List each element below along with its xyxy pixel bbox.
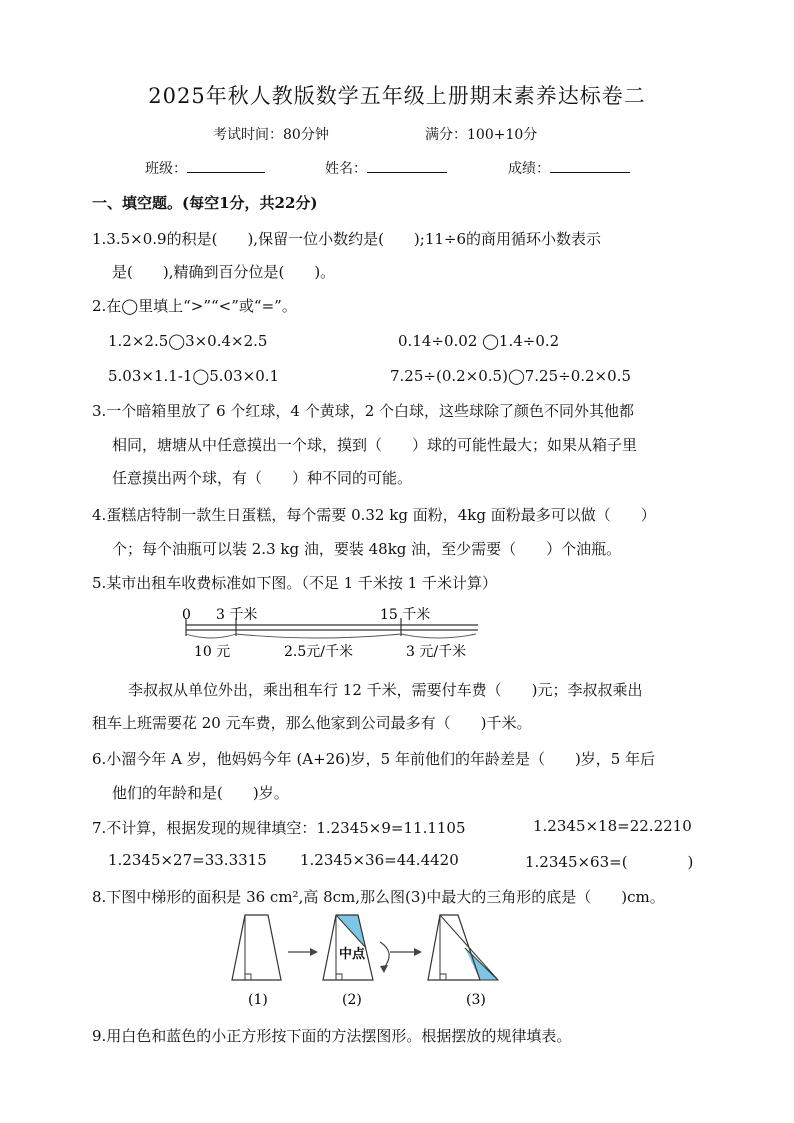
q4-line1: 4.蛋糕店特制一款生日蛋糕，每个需要 0.32 kg 面粉，4kg 面粉最多可以做（ ） xyxy=(92,506,656,524)
taxi-fare-diagram xyxy=(176,600,486,662)
right-angle-2 xyxy=(336,974,342,980)
q6-line1: 6.小溜今年 A 岁，他妈妈今年 (A+26)岁，5 年前他们的年龄差是（ )岁，5 年后 xyxy=(92,750,656,768)
right-angle-1 xyxy=(245,974,251,980)
fee-mid: 2.5元/千米 xyxy=(284,644,353,660)
name-field xyxy=(325,158,447,178)
right-angle-3 xyxy=(440,974,446,980)
name-label: 姓名： xyxy=(325,161,367,177)
trapezoid-diagram xyxy=(228,912,508,1012)
q7-item-a: 1.2345×27=33.3315 xyxy=(108,851,267,869)
full-score: 满分：100+10分 xyxy=(425,127,538,143)
trapezoid-1 xyxy=(232,915,281,980)
q5-line3: 租车上班需要花 20 元车费，那么他家到公司最多有（ )千米。 xyxy=(92,714,532,732)
figure-2 xyxy=(323,915,373,980)
class-field xyxy=(145,158,265,178)
q4-line2: 个；每个油瓶可以装 2.3 kg 油，要装 48kg 油，至少需要（ ）个油瓶。 xyxy=(112,540,622,558)
q2-item-b: 0.14÷0.02 ◯1.4÷0.2 xyxy=(398,332,560,350)
fee-start: 10 元 xyxy=(194,644,231,660)
q3-line2: 相同，塘塘从中任意摸出一个球，摸到（ ）球的可能性最大；如果从箱子里 xyxy=(112,436,638,454)
q5-line2: 李叔叔从单位外出，乘出租车行 12 千米，需要付车费（ )元；李叔叔乘出 xyxy=(128,681,643,699)
q7-item-b: 1.2345×36=44.4420 xyxy=(300,851,459,869)
q9-line1: 9.用白色和蓝色的小正方形按下面的方法摆图形。根据摆放的规律填表。 xyxy=(92,1027,572,1045)
q7-line1: 7.不计算，根据发现的规律填空：1.2345×9=11.1105 xyxy=(92,819,466,837)
brace-mid xyxy=(236,634,401,638)
figure-1 xyxy=(232,915,281,980)
rotate-arrow xyxy=(380,942,389,973)
q2-item-a: 1.2×2.5◯3×0.4×2.5 xyxy=(108,332,268,350)
class-blank[interactable] xyxy=(187,158,265,173)
q1-line1: 1.3.5×0.9的积是( ),保留一位小数约是( );11÷6的商用循环小数表示 xyxy=(92,230,602,248)
arrow-1 xyxy=(288,948,318,956)
label-0: 0 xyxy=(182,607,191,623)
q5-line1: 5.某市出租车收费标准如下图。（不足 1 千米按 1 千米计算） xyxy=(92,574,497,592)
brace-start xyxy=(186,634,236,638)
q2-line1: 2.在◯里填上“>”“<”或“=”。 xyxy=(92,297,297,315)
page-title: 2025年秋人教版数学五年级上册期末素养达标卷二 xyxy=(148,84,646,108)
caption-2: (2) xyxy=(342,992,362,1008)
q6-line2: 他们的年龄和是( )岁。 xyxy=(112,784,289,802)
diagonal-3 xyxy=(440,915,498,980)
grade-field xyxy=(508,158,630,178)
trapezoid-3 xyxy=(428,915,480,980)
label-15km: 15 千米 xyxy=(380,607,431,623)
q7-item-c: 1.2345×63=( ) xyxy=(525,853,694,871)
q1-line2: 是( ),精确到百分位是( )。 xyxy=(112,263,336,281)
grade-blank[interactable] xyxy=(550,158,630,173)
label-3km: 3 千米 xyxy=(216,607,258,623)
section-title: 一、填空题。(每空1分，共22分) xyxy=(92,194,318,212)
exam-time: 考试时间：80分钟 xyxy=(213,127,329,143)
fee-far: 3 元/千米 xyxy=(406,644,467,660)
q3-line1: 3.一个暗箱里放了 6 个红球，4 个黄球，2 个白球，这些球除了颜色不同外其他都 xyxy=(92,402,635,420)
name-blank[interactable] xyxy=(367,158,447,173)
midpoint-label: 中点 xyxy=(339,947,366,962)
arrow-2 xyxy=(390,948,422,956)
q8-line1: 8.下图中梯形的面积是 36 cm²,高 8cm,那么图(3)中最大的三角形的底是（ )cm。 xyxy=(92,888,665,906)
figure-3 xyxy=(428,915,498,980)
q2-item-c: 5.03×1.1-1◯5.03×0.1 xyxy=(108,367,280,385)
q7-line1b: 1.2345×18=22.2210 xyxy=(533,817,692,835)
q2-item-d: 7.25÷(0.2×0.5)◯7.25÷0.2×0.5 xyxy=(390,367,631,385)
brace-far xyxy=(401,634,476,638)
caption-3: (3) xyxy=(466,992,486,1008)
caption-1: (1) xyxy=(248,992,268,1008)
q3-line3: 任意摸出两个球，有（ ）种不同的可能。 xyxy=(112,469,413,487)
grade-label: 成绩： xyxy=(508,161,550,177)
class-label: 班级： xyxy=(145,161,187,177)
